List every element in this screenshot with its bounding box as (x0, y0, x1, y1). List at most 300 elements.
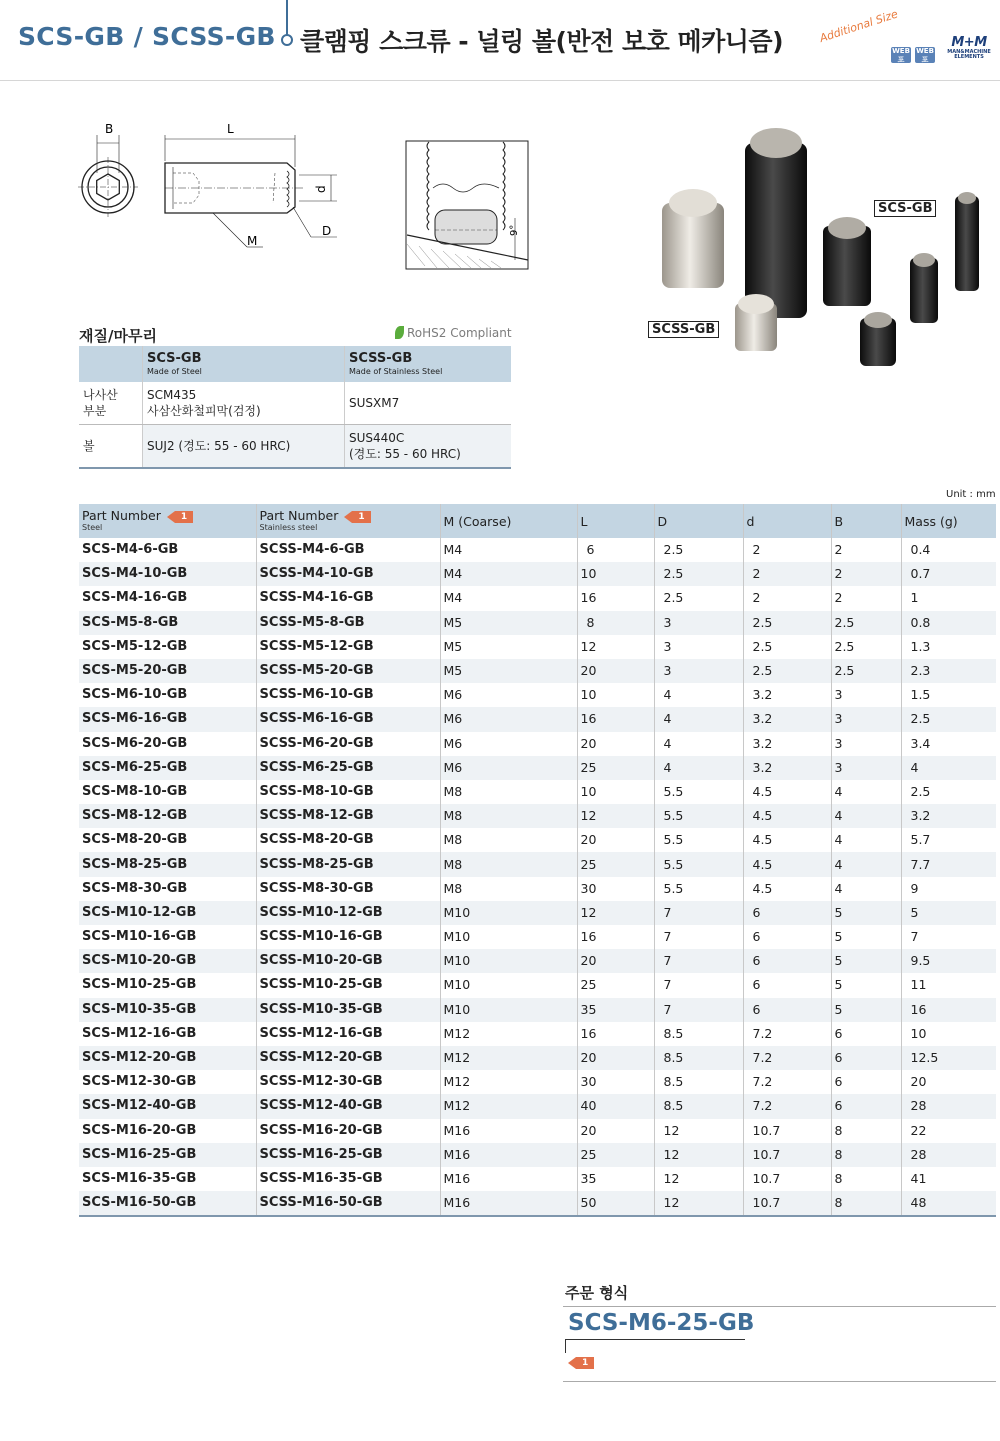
cell-size-b: 2.5 (831, 659, 901, 683)
cell-size-b: 4 (831, 877, 901, 901)
cell-dia-d-large: 12 (654, 1167, 743, 1191)
cell-mass: 41 (901, 1167, 996, 1191)
cell-dia-d-small: 6 (743, 973, 831, 997)
cell-dia-d-large: 5.5 (654, 852, 743, 876)
cell-part-number-stainless: SCSS-M5-20-GB (256, 659, 440, 683)
header-part-number-steel (79, 504, 256, 538)
cell-mass: 4 (901, 756, 996, 780)
cell-thread-m: M8 (440, 877, 577, 901)
page-title: SCS-GB / SCSS-GB (18, 22, 276, 51)
cell-dia-d-large: 12 (654, 1191, 743, 1216)
cell-part-number-steel: SCS-M16-35-GB (82, 1170, 197, 1186)
table-row (79, 1022, 996, 1046)
cell-part-number-steel: SCS-M12-20-GB (79, 1046, 256, 1070)
cell-line: SUSXM7 (349, 396, 400, 410)
screw-black-medium (823, 217, 871, 306)
cell-dia-d-large: 4 (654, 756, 743, 780)
cell-mass: 3.2 (901, 804, 996, 828)
cell-size-b: 3 (831, 707, 901, 731)
cell-thread-m: M4 (440, 538, 577, 562)
header-part-number-stainless (256, 504, 440, 538)
cell-part-number-steel: SCS-M12-30-GB (82, 1074, 197, 1090)
cell-dia-d-large: 8.5 (654, 1046, 743, 1070)
brand-logo (943, 36, 995, 62)
cell-dia-d-small: 4.5 (743, 852, 831, 876)
cell-size-b: 8 (831, 1119, 901, 1143)
cell-length-l: 10 (577, 780, 654, 804)
cell-thread-m: M6 (440, 732, 577, 756)
cell-part-number-steel: SCS-M8-10-GB (82, 783, 188, 799)
cell-mass: 0.4 (901, 538, 996, 562)
cell-dia-d-small: 3.2 (743, 732, 831, 756)
table-row (79, 562, 996, 586)
cell-size-b: 4 (831, 780, 901, 804)
cell-dia-d-small: 7.2 (743, 1094, 831, 1118)
cell-thread-m: M12 (440, 1022, 577, 1046)
cell-dia-d-large: 8.5 (654, 1094, 743, 1118)
cell-mass: 22 (901, 1119, 996, 1143)
cell-length-l: 25 (577, 756, 654, 780)
cell-part-number-steel: SCS-M10-25-GB (82, 977, 197, 993)
screw-black-slim (955, 192, 979, 291)
cell-thread-m: M5 (440, 611, 577, 635)
cell-dia-d-small: 2.5 (743, 635, 831, 659)
cell-part-number-stainless: SCSS-M8-25-GB (256, 852, 440, 876)
cell-dia-d-large: 5.5 (654, 780, 743, 804)
cell-dia-d-large: 7 (654, 998, 743, 1022)
screw-black-large (745, 128, 807, 318)
table-row (79, 925, 996, 949)
cell-size-b: 2 (831, 538, 901, 562)
cell-part-number-steel: SCS-M16-50-GB (79, 1191, 256, 1216)
cell-dia-d-large: 2.5 (654, 538, 743, 562)
cell-part-number-steel: SCS-M8-30-GB (82, 880, 188, 896)
cell-part-number-stainless: SCSS-M8-30-GB (256, 877, 440, 901)
cell-dia-d-small: 7.2 (743, 1022, 831, 1046)
cell-mass: 48 (901, 1191, 996, 1216)
cell-dia-d-large: 4 (654, 683, 743, 707)
dim-label-m: M (247, 234, 258, 248)
dim-label-d-large: D (322, 224, 332, 238)
cell-part-number-steel: SCS-M6-16-GB (79, 707, 256, 731)
web-badge-bottom: 포 (921, 56, 929, 64)
cell-dia-d-large: 8.5 (654, 1022, 743, 1046)
cell-dia-d-large: 4 (654, 707, 743, 731)
materials-row-label (79, 425, 143, 469)
cell-thread-m: M16 (440, 1119, 577, 1143)
cell-part-number-steel: SCS-M5-8-GB (79, 611, 256, 635)
web-badge-2[interactable] (915, 47, 935, 63)
cell-size-b: 4 (831, 828, 901, 852)
cell-thread-m: M6 (440, 683, 577, 707)
cell-part-number-steel: SCS-M5-12-GB (82, 638, 188, 654)
cell-dia-d-small: 7.2 (743, 1046, 831, 1070)
cell-part-number-stainless: SCSS-M6-20-GB (256, 732, 440, 756)
order-code: SCS-M6-25-GB (568, 1310, 755, 1336)
photo-label-scss: SCSS-GB (648, 321, 719, 338)
web-badge-top: WEB (892, 47, 910, 55)
cell-part-number-stainless: SCSS-M10-16-GB (256, 925, 440, 949)
cell-part-number-steel: SCS-M8-20-GB (82, 832, 188, 848)
header-main: Part Number (82, 508, 161, 523)
cell-size-b: 8 (831, 1143, 901, 1167)
screw-black-small (910, 253, 938, 323)
materials-cell-scs (143, 425, 345, 469)
cell-length-l: 25 (577, 973, 654, 997)
cell-part-number-stainless: SCSS-M4-6-GB (256, 538, 440, 562)
cell-dia-d-small: 2 (743, 586, 831, 610)
table-row (79, 1191, 996, 1216)
table-row (79, 877, 996, 901)
cell-part-number-stainless: SCSS-M6-25-GB (256, 756, 440, 780)
cell-mass: 1.5 (901, 683, 996, 707)
cell-mass: 28 (901, 1143, 996, 1167)
materials-cell-scss (345, 425, 512, 469)
cell-length-l: 20 (577, 828, 654, 852)
cell-size-b: 8 (831, 1167, 901, 1191)
cell-dia-d-small: 2 (743, 562, 831, 586)
photo-label-scs: SCS-GB (874, 200, 936, 217)
header-sub: Stainless steel (259, 523, 318, 532)
materials-row-label (79, 382, 143, 425)
cell-dia-d-large: 2.5 (654, 562, 743, 586)
cell-mass: 2.5 (901, 707, 996, 731)
note-tag: 1 (175, 511, 193, 523)
order-note (568, 1351, 594, 1370)
table-row (79, 998, 996, 1022)
cell-mass: 5.7 (901, 828, 996, 852)
cell-part-number-steel: SCS-M6-20-GB (82, 735, 188, 751)
cell-part-number-stainless: SCSS-M12-40-GB (256, 1094, 440, 1118)
cell-length-l: 12 (577, 804, 654, 828)
cell-length-l: 20 (577, 949, 654, 973)
cell-dia-d-small: 10.7 (743, 1143, 831, 1167)
cell-thread-m: M12 (440, 1046, 577, 1070)
cell-dia-d-small: 2 (743, 538, 831, 562)
cell-length-l: 40 (577, 1094, 654, 1118)
header-rule (0, 80, 1000, 81)
cell-part-number-stainless: SCSS-M8-12-GB (256, 804, 440, 828)
cell-dia-d-small: 10.7 (743, 1119, 831, 1143)
cell-part-number-stainless: SCSS-M12-30-GB (256, 1070, 440, 1094)
cell-thread-m: M8 (440, 852, 577, 876)
cell-length-l: 16 (577, 707, 654, 731)
cell-thread-m: M8 (440, 828, 577, 852)
cell-thread-m: M5 (440, 635, 577, 659)
cell-length-l: 16 (577, 1022, 654, 1046)
table-row (79, 1046, 996, 1070)
cell-length-l: 10 (577, 562, 654, 586)
cell-part-number-stainless: SCSS-M10-25-GB (256, 973, 440, 997)
cell-part-number-steel: SCS-M12-40-GB (79, 1094, 256, 1118)
header-mass: Mass (g) (901, 504, 996, 538)
cell-mass: 7 (901, 925, 996, 949)
cell-mass: 9.5 (901, 949, 996, 973)
cell-length-l: 35 (577, 998, 654, 1022)
cell-size-b: 4 (831, 804, 901, 828)
cell-part-number-stainless: SCSS-M5-8-GB (256, 611, 440, 635)
cell-thread-m: M8 (440, 804, 577, 828)
table-row (79, 707, 996, 731)
cell-mass: 11 (901, 973, 996, 997)
cell-dia-d-large: 5.5 (654, 828, 743, 852)
section-detail (405, 140, 530, 271)
cell-mass: 1.3 (901, 635, 996, 659)
order-top-rule (563, 1306, 996, 1307)
table-row (79, 780, 996, 804)
cell-line: (경도: 55 - 60 HRC) (349, 447, 461, 461)
cell-part-number-steel: SCS-M16-25-GB (79, 1143, 256, 1167)
table-row (79, 538, 996, 562)
cell-line: SUS440C (349, 431, 405, 445)
cell-dia-d-small: 4.5 (743, 877, 831, 901)
cell-mass: 16 (901, 998, 996, 1022)
cell-part-number-steel: SCS-M6-10-GB (82, 687, 188, 703)
cell-length-l: 35 (577, 1167, 654, 1191)
table-row (79, 756, 996, 780)
rohs-badge (395, 326, 512, 340)
cell-thread-m: M6 (440, 756, 577, 780)
cell-thread-m: M8 (440, 780, 577, 804)
end-view (78, 135, 138, 217)
cell-part-number-stainless: SCSS-M6-16-GB (256, 707, 440, 731)
note-tag: 1 (576, 1357, 594, 1369)
cell-length-l: 50 (577, 1191, 654, 1216)
cell-size-b: 3 (831, 756, 901, 780)
cell-part-number-steel: SCS-M10-16-GB (82, 929, 197, 945)
cell-dia-d-small: 3.2 (743, 707, 831, 731)
cell-dia-d-large: 3 (654, 659, 743, 683)
cell-size-b: 4 (831, 852, 901, 876)
cell-part-number-stainless: SCSS-M16-50-GB (256, 1191, 440, 1216)
cell-line: 사삼산화철피막(검정) (147, 404, 261, 418)
cell-part-number-stainless: SCSS-M10-20-GB (256, 949, 440, 973)
cell-length-l: 25 (577, 852, 654, 876)
cell-dia-d-large: 7 (654, 925, 743, 949)
unit-label: Unit : mm (946, 489, 996, 500)
cell-dia-d-small: 3.2 (743, 683, 831, 707)
label-line: 볼 (83, 439, 95, 453)
web-badge-1[interactable] (891, 47, 911, 63)
table-row (79, 828, 996, 852)
cell-part-number-steel: SCS-M10-12-GB (79, 901, 256, 925)
cell-thread-m: M10 (440, 949, 577, 973)
cell-dia-d-small: 4.5 (743, 804, 831, 828)
rohs-text: RoHS2 Compliant (407, 326, 512, 340)
cell-length-l: 12 (577, 901, 654, 925)
cell-size-b: 2 (831, 586, 901, 610)
table-row (79, 659, 996, 683)
product-photo (640, 118, 985, 378)
dim-label-b: B (105, 122, 114, 136)
brand-logo-mark: M+M (951, 35, 987, 50)
table-row (79, 586, 996, 610)
brand-logo-text: MAN&MACHINE ELEMENTS (947, 49, 991, 60)
cell-dia-d-small: 10.7 (743, 1191, 831, 1216)
order-code-underline (565, 1339, 745, 1340)
cell-dia-d-large: 12 (654, 1143, 743, 1167)
cell-dia-d-small: 6 (743, 949, 831, 973)
cell-dia-d-large: 5.5 (654, 877, 743, 901)
additional-size-note: Additional Size (817, 7, 900, 45)
screw-silver-large (662, 189, 724, 288)
cell-mass: 0.7 (901, 562, 996, 586)
header-sub: Steel (82, 523, 103, 532)
table-row (79, 1143, 996, 1167)
table-row (79, 732, 996, 756)
cell-size-b: 6 (831, 1070, 901, 1094)
spec-table (79, 504, 996, 1217)
cell-dia-d-small: 2.5 (743, 659, 831, 683)
cell-part-number-stainless: SCSS-M8-20-GB (256, 828, 440, 852)
cell-thread-m: M16 (440, 1167, 577, 1191)
cell-dia-d-large: 7 (654, 901, 743, 925)
cell-length-l: 25 (577, 1143, 654, 1167)
web-badge-top: WEB (916, 47, 934, 55)
cell-size-b: 5 (831, 925, 901, 949)
cell-dia-d-small: 2.5 (743, 611, 831, 635)
header-d-large: D (654, 504, 743, 538)
cell-size-b: 6 (831, 1094, 901, 1118)
cell-part-number-steel: SCS-M5-20-GB (79, 659, 256, 683)
cell-dia-d-small: 10.7 (743, 1167, 831, 1191)
table-row (79, 611, 996, 635)
cell-mass: 3.4 (901, 732, 996, 756)
cell-size-b: 3 (831, 683, 901, 707)
angle-label: 9° (509, 224, 520, 236)
cell-dia-d-large: 12 (654, 1119, 743, 1143)
materials-header-main: SCSS-GB (349, 350, 413, 366)
order-code-tick (565, 1339, 566, 1353)
header-l: L (577, 504, 654, 538)
materials-cell-scs (143, 382, 345, 425)
cell-size-b: 5 (831, 998, 901, 1022)
cell-length-l: 20 (577, 732, 654, 756)
cell-part-number-steel: SCS-M4-10-GB (79, 562, 256, 586)
cell-dia-d-large: 2.5 (654, 586, 743, 610)
materials-table (79, 346, 511, 469)
cell-mass: 2.5 (901, 780, 996, 804)
cell-length-l: 16 (577, 925, 654, 949)
materials-header-blank (79, 346, 143, 382)
cell-part-number-steel: SCS-M6-25-GB (79, 756, 256, 780)
cell-size-b: 8 (831, 1191, 901, 1216)
header-b: B (831, 504, 901, 538)
table-row (79, 852, 996, 876)
materials-header-sub: Made of Stainless Steel (349, 366, 443, 376)
cell-size-b: 5 (831, 973, 901, 997)
cell-length-l: 10 (577, 683, 654, 707)
cell-length-l: 8 (577, 611, 654, 635)
order-title: 주문 형식 (565, 1284, 629, 1302)
header-main: Part Number (259, 508, 339, 523)
cell-thread-m: M4 (440, 562, 577, 586)
cell-size-b: 2 (831, 562, 901, 586)
table-row (79, 973, 996, 997)
order-bottom-rule (563, 1381, 996, 1382)
cell-part-number-stainless: SCSS-M16-25-GB (256, 1143, 440, 1167)
cell-dia-d-large: 5.5 (654, 804, 743, 828)
cell-size-b: 6 (831, 1022, 901, 1046)
cell-length-l: 30 (577, 877, 654, 901)
cell-thread-m: M4 (440, 586, 577, 610)
label-line: 나사산 (83, 388, 118, 402)
table-row (79, 1167, 996, 1191)
cell-part-number-stainless: SCSS-M12-20-GB (256, 1046, 440, 1070)
cell-mass: 12.5 (901, 1046, 996, 1070)
cell-size-b: 5 (831, 901, 901, 925)
cell-mass: 7.7 (901, 852, 996, 876)
cell-thread-m: M16 (440, 1143, 577, 1167)
cell-dia-d-small: 7.2 (743, 1070, 831, 1094)
cell-part-number-steel: SCS-M8-12-GB (79, 804, 256, 828)
cell-thread-m: M5 (440, 659, 577, 683)
table-row (79, 804, 996, 828)
table-row (79, 1094, 996, 1118)
materials-header-sub: Made of Steel (147, 366, 202, 376)
header-divider-dot (281, 34, 293, 46)
cell-mass: 5 (901, 901, 996, 925)
cell-mass: 10 (901, 1022, 996, 1046)
materials-title: 재질/마무리 (79, 327, 157, 345)
cell-length-l: 16 (577, 586, 654, 610)
cell-part-number-stainless: SCSS-M4-10-GB (256, 562, 440, 586)
web-badge-bottom: 포 (897, 56, 905, 64)
table-row (79, 1119, 996, 1143)
cell-thread-m: M6 (440, 707, 577, 731)
cell-part-number-stainless: SCSS-M4-16-GB (256, 586, 440, 610)
cell-part-number-stainless: SCSS-M8-10-GB (256, 780, 440, 804)
cell-part-number-stainless: SCSS-M10-12-GB (256, 901, 440, 925)
cell-dia-d-small: 6 (743, 901, 831, 925)
cell-part-number-steel: SCS-M4-6-GB (82, 542, 179, 558)
cell-line: SUJ2 (경도: 55 - 60 HRC) (147, 439, 291, 453)
materials-cell-scss (345, 382, 512, 425)
cell-dia-d-small: 4.5 (743, 780, 831, 804)
table-row (79, 683, 996, 707)
cell-length-l: 12 (577, 635, 654, 659)
spec-header-row (79, 504, 996, 538)
cell-line: SCM435 (147, 388, 197, 402)
header-divider (286, 0, 288, 36)
cell-dia-d-large: 4 (654, 732, 743, 756)
cell-thread-m: M12 (440, 1094, 577, 1118)
cell-part-number-steel: SCS-M12-16-GB (82, 1025, 197, 1041)
cell-dia-d-small: 3.2 (743, 756, 831, 780)
cell-length-l: 20 (577, 1046, 654, 1070)
cell-thread-m: M12 (440, 1070, 577, 1094)
cell-part-number-steel: SCS-M10-20-GB (79, 949, 256, 973)
cell-mass: 20 (901, 1070, 996, 1094)
cell-dia-d-large: 3 (654, 635, 743, 659)
leaf-icon (395, 326, 404, 339)
cell-part-number-stainless: SCSS-M16-20-GB (256, 1119, 440, 1143)
cell-length-l: 20 (577, 1119, 654, 1143)
dim-label-d-small: d (314, 185, 328, 193)
table-row (79, 949, 996, 973)
cell-length-l: 20 (577, 659, 654, 683)
cell-mass: 2.3 (901, 659, 996, 683)
cell-length-l: 30 (577, 1070, 654, 1094)
side-view (165, 135, 337, 247)
header-m: M (Coarse) (440, 504, 577, 538)
cell-mass: 1 (901, 586, 996, 610)
table-row (79, 901, 996, 925)
screw-black-short (860, 312, 896, 366)
cell-part-number-steel: SCS-M4-16-GB (82, 590, 188, 606)
cell-thread-m: M10 (440, 998, 577, 1022)
cell-part-number-stainless: SCSS-M16-35-GB (256, 1167, 440, 1191)
